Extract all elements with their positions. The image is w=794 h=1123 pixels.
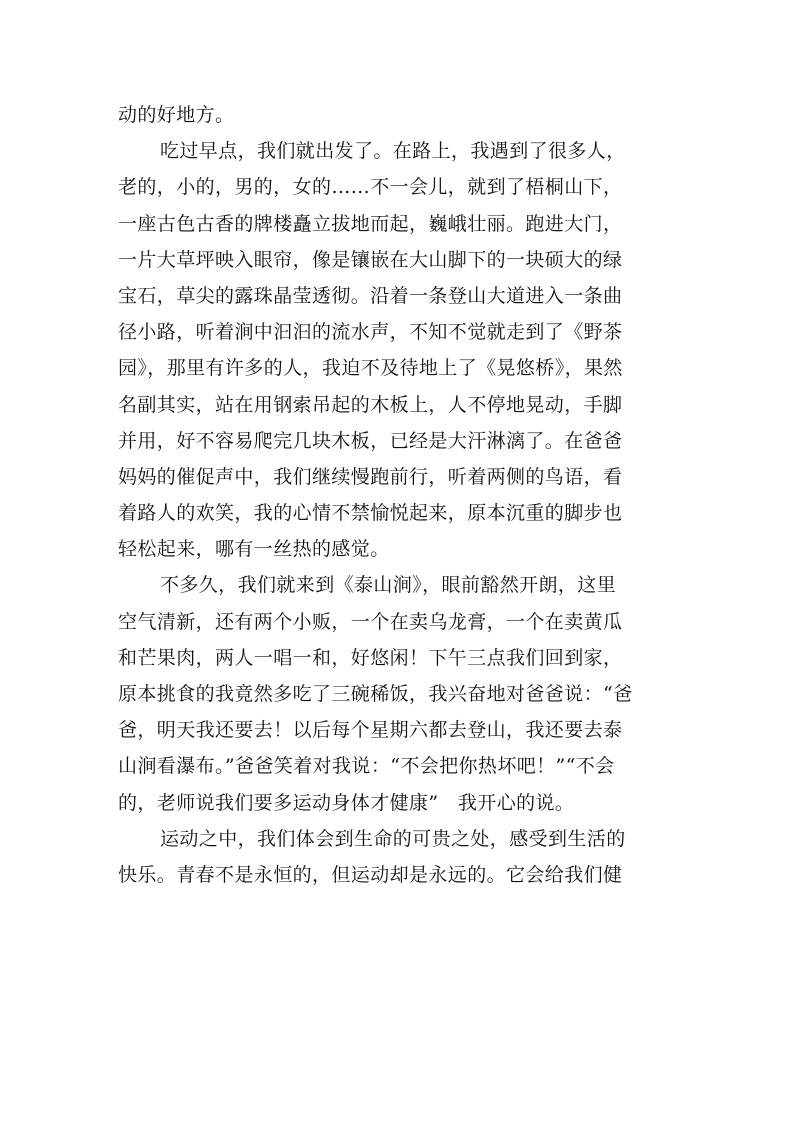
text-line: 空气清新，还有两个小贩，一个在卖乌龙膏，一个在卖黄瓜 [118, 610, 623, 633]
text-line: 老的，小的，男的，女的……不一会儿，就到了梧桐山下， [118, 176, 623, 199]
text-line: 山涧看瀑布。”爸爸笑着对我说：“不会把你热坏吧！”“不会 [118, 755, 615, 778]
text-line: 宝石，草尖的露珠晶莹透彻。沿着一条登山大道进入一条曲 [118, 284, 623, 307]
text-line: 并用，好不容易爬完几块木板，已经是大汗淋漓了。在爸爸 [118, 429, 623, 452]
text-line: 吃过早点，我们就出发了。在路上，我遇到了很多人， [160, 140, 626, 163]
text-line: 一座古色古香的牌楼矗立拔地而起，巍峨壮丽。跑进大门， [118, 212, 623, 235]
text-line: 的，老师说我们要多运动身体才健康” 我开心的说。 [118, 791, 575, 814]
text-line: 动的好地方。 [118, 104, 235, 126]
text-line: 运动之中，我们体会到生命的可贵之处，感受到生活的 [160, 827, 626, 850]
text-line: 快乐。青春不是永恒的，但运动却是永远的。它会给我们健 [118, 863, 623, 886]
text-line: 原本挑食的我竟然多吃了三碗稀饭，我兴奋地对爸爸说：“爸 [118, 683, 633, 705]
text-line: 轻松起来，哪有一丝热的感觉。 [118, 538, 390, 561]
text-line: 着路人的欢笑，我的心情不禁愉悦起来，原本沉重的脚步也 [118, 502, 623, 525]
text-line: 径小路，听着涧中汩汩的流水声，不知不觉就走到了《野茶 [118, 321, 623, 344]
text-line: 妈妈的催促声中，我们继续慢跑前行，听着两侧的鸟语，看 [118, 465, 623, 488]
essay-text-block [118, 97, 678, 893]
text-line: 爸，明天我还要去！以后每个星期六都去登山，我还要去泰 [118, 719, 623, 742]
text-line: 和芒果肉，两人一唱一和，好悠闲！下午三点我们回到家， [118, 646, 623, 669]
text-line: 不多久，我们就来到《泰山涧》，眼前豁然开朗，这里 [160, 574, 617, 597]
text-line: 园》，那里有许多的人，我迫不及待地上了《晃悠桥》，果然 [118, 357, 623, 380]
text-line: 名副其实，站在用钢索吊起的木板上，人不停地晃动，手脚 [118, 393, 623, 416]
text-line: 一片大草坪映入眼帘，像是镶嵌在大山脚下的一块硕大的绿 [118, 248, 623, 271]
